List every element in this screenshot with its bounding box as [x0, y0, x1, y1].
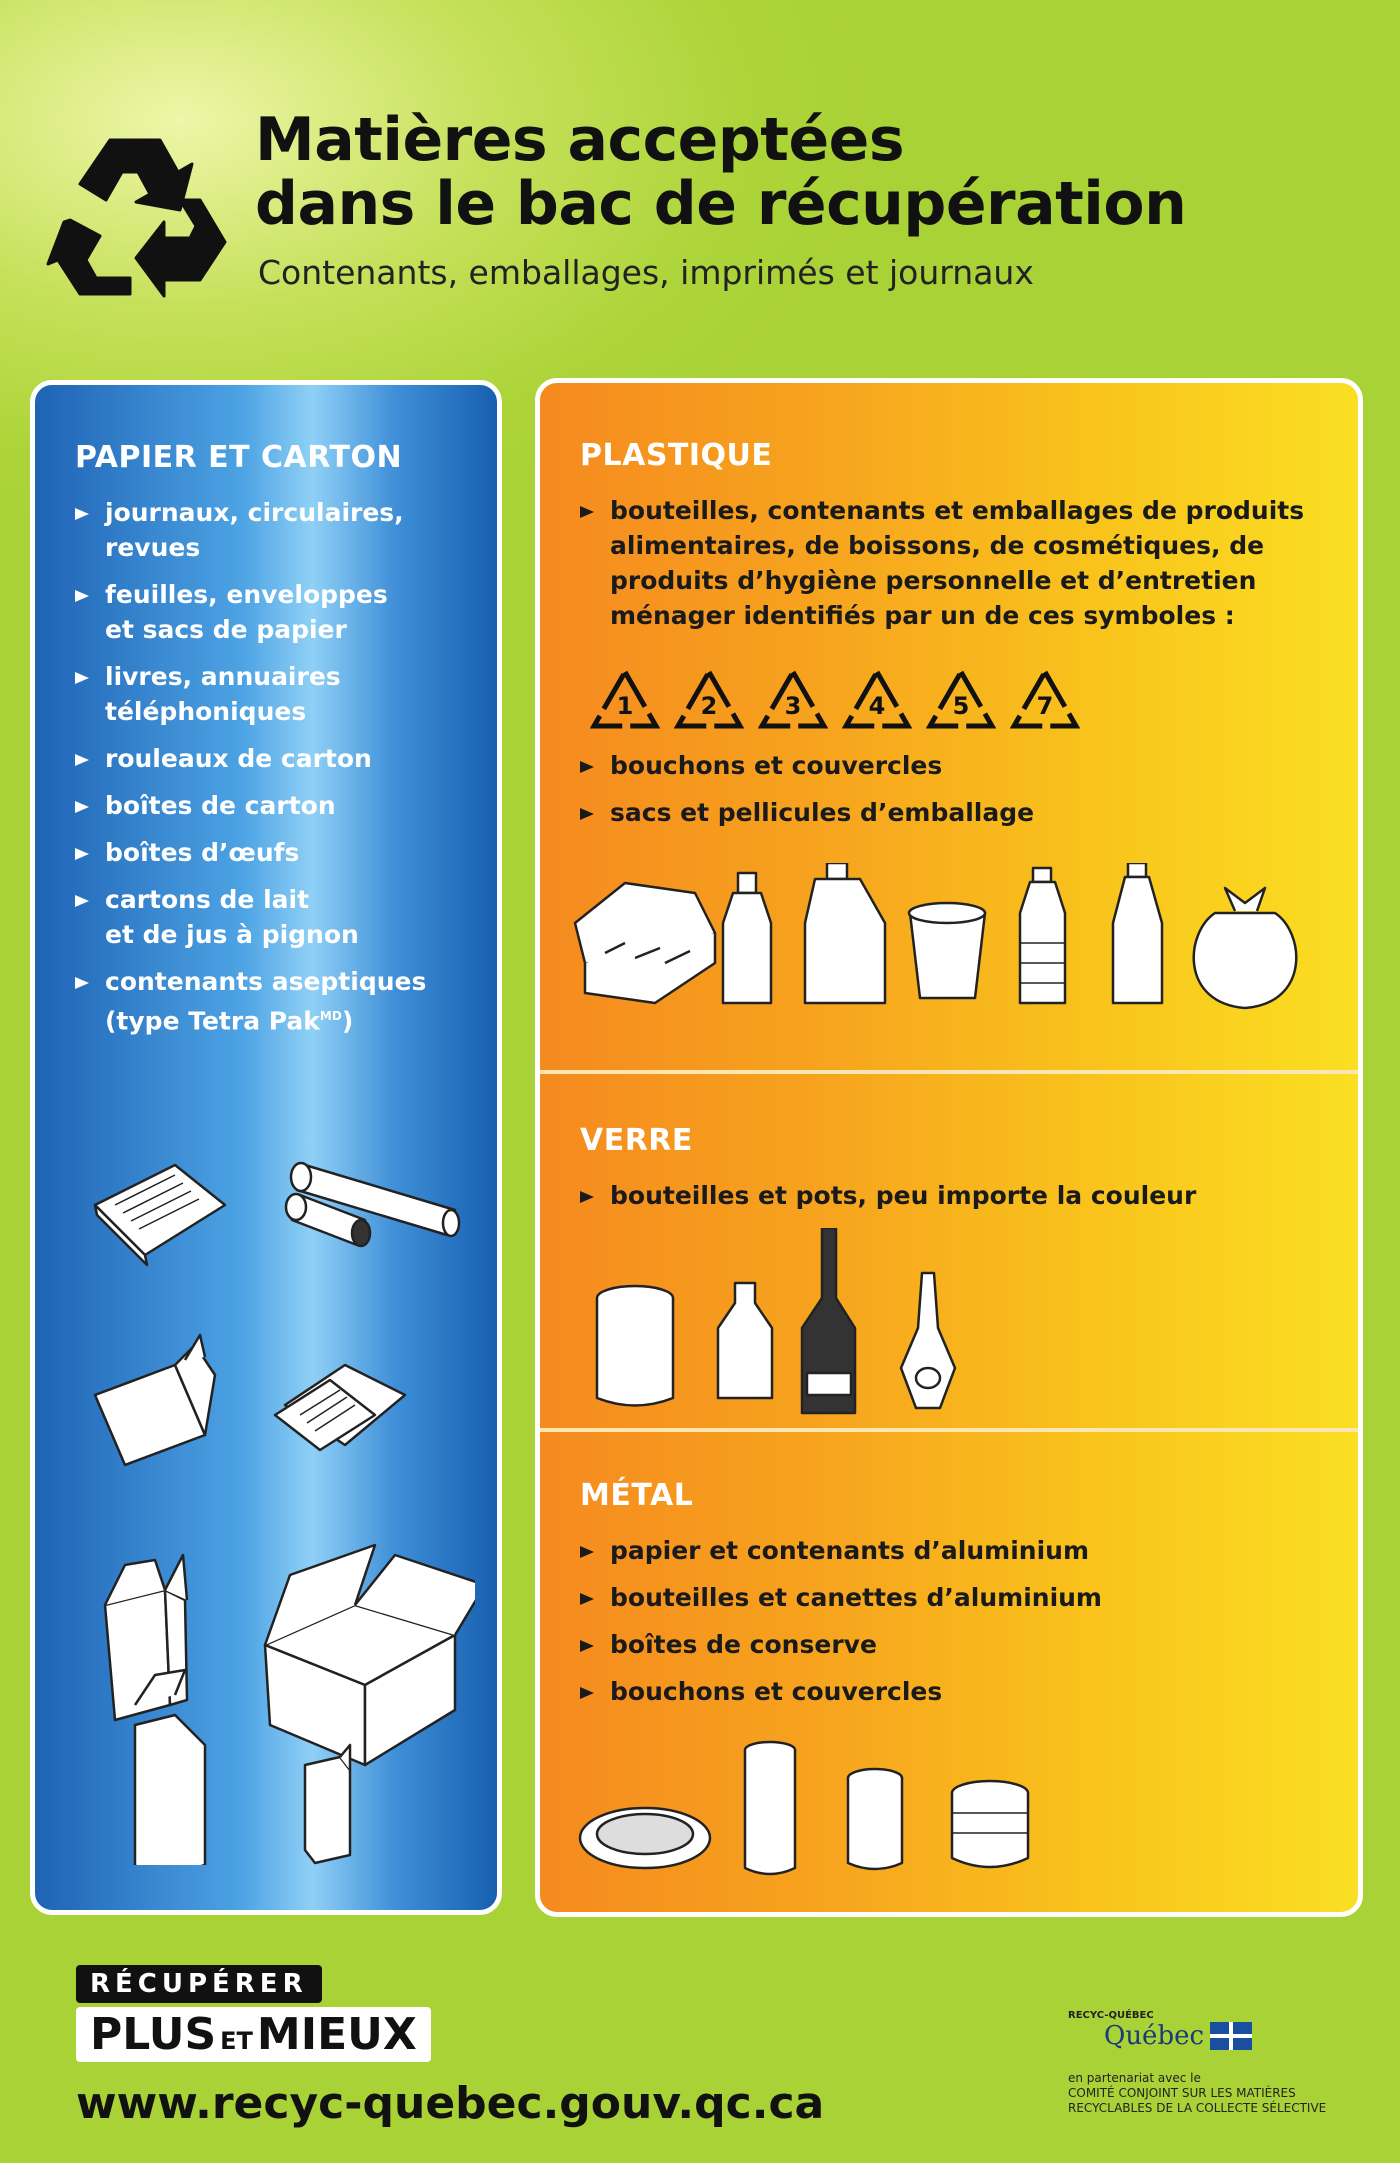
aluminum-pie-plate-icon: [580, 1808, 710, 1868]
plastic-code-number: 1: [616, 692, 634, 720]
list-item-text: contenants aseptiques (type Tetra Pak: [105, 967, 427, 1036]
page-subtitle: Contenants, emballages, imprimés et journaux: [258, 253, 1034, 292]
list-item-text: boîtes de carton: [105, 791, 336, 820]
trademark-sup: MD: [319, 1009, 342, 1023]
list-item-text: bouteilles et canettes d’aluminium: [610, 1583, 1102, 1612]
plastic-code-5: [926, 668, 996, 734]
plastic-code-number: 5: [952, 692, 970, 720]
cardboard-roll-icon: [286, 1163, 459, 1246]
metal-section-title: MÉTAL: [580, 1478, 694, 1513]
list-item-text: boîtes d’œufs: [105, 838, 300, 867]
website-link[interactable]: www.recyc-quebec.gouv.qc.ca: [76, 2078, 825, 2129]
plastic-bag-icon: [1194, 888, 1297, 1008]
brand-bottom-text: [76, 2007, 431, 2062]
page-title: [255, 105, 1187, 239]
list-item-text: rouleaux de carton: [105, 744, 372, 773]
list-item: [75, 659, 495, 729]
shampoo-bottle-icon: [723, 873, 771, 1003]
list-item: [75, 741, 495, 776]
plastic-glass-metal-panel: [535, 378, 1363, 1917]
plastic-code-symbols: [590, 668, 1080, 734]
list-item-text: journaux, circulaires, revues: [105, 498, 404, 562]
yogurt-cup-icon: [909, 903, 985, 998]
plastic-code-3: [758, 668, 828, 734]
brand-logo: [76, 1965, 431, 2062]
list-item: [75, 964, 495, 1038]
list-item: [580, 1580, 1310, 1615]
title-line-1: Matières acceptées: [255, 105, 905, 175]
list-item: [580, 1627, 1310, 1662]
list-item-text: sacs et pellicules d’emballage: [610, 798, 1035, 827]
plastic-list-2: [580, 748, 1310, 842]
tin-can-icon: [952, 1781, 1028, 1867]
list-item: [75, 835, 495, 870]
list-item-text: bouteilles et pots, peu importe la couleur: [610, 1181, 1197, 1210]
partner-line: COMITÉ CONJOINT SUR LES MATIÈRES: [1068, 2086, 1296, 2100]
quebec-wordmark: Québec: [1104, 2021, 1205, 2051]
cardboard-box-icon: [265, 1545, 475, 1765]
plastic-code-2: [674, 668, 744, 734]
list-item-text: ): [341, 1006, 354, 1036]
clamshell-container-icon: [575, 883, 715, 1003]
plastic-code-number: 7: [1036, 692, 1054, 720]
list-item: [580, 1178, 1310, 1213]
recyc-quebec-label: RECYC-QUÉBEC: [1068, 2010, 1154, 2021]
brand-mieux: MIEUX: [256, 2009, 417, 2060]
list-item: [580, 1674, 1310, 1709]
detergent-jug-icon: [805, 863, 885, 1003]
plastic-illustrations: [565, 863, 1345, 1013]
list-item: [75, 495, 495, 565]
soda-can-icon: [848, 1769, 902, 1869]
list-item-text: boîtes de conserve: [610, 1630, 877, 1659]
plastic-list: [580, 493, 1310, 645]
list-item-text: feuilles, enveloppes et sacs de papier: [105, 580, 388, 644]
title-line-2: dans le bac de récupération: [255, 169, 1187, 239]
list-item: [580, 493, 1310, 633]
glass-illustrations: [580, 1228, 1100, 1428]
paper-panel: [30, 380, 502, 1915]
list-item: [75, 882, 495, 952]
plastic-code-1: [590, 668, 660, 734]
list-item-text: papier et contenants d’aluminium: [610, 1536, 1089, 1565]
list-item: [580, 748, 1310, 783]
list-item-text: bouchons et couvercles: [610, 751, 943, 780]
glass-section-title: VERRE: [580, 1123, 693, 1158]
partner-text: [1068, 2071, 1368, 2116]
paper-list: [75, 495, 495, 1050]
plastic-code-7: [1010, 668, 1080, 734]
list-item: [580, 795, 1310, 830]
partner-line: en partenariat avec le: [1068, 2071, 1201, 2085]
juice-box-icon: [305, 1745, 350, 1863]
section-divider: [540, 1428, 1358, 1432]
metal-list: [580, 1533, 1310, 1721]
list-item-text: bouteilles, contenants et emballages de produits alimentaires, de boissons, de cosmétiques, de produits d’hygiène personnelle et d’entretien ménager identifiés par un de ces symboles :: [610, 496, 1305, 630]
aluminum-can-icon: [745, 1742, 795, 1874]
paper-illustrations: [75, 1045, 475, 1865]
partner-line: RECYCLABLES DE LA COLLECTE SÉLECTIVE: [1068, 2101, 1327, 2115]
list-item-text: bouchons et couvercles: [610, 1677, 943, 1706]
water-bottle-icon: [1020, 868, 1065, 1003]
section-divider: [540, 1070, 1358, 1074]
metal-illustrations: [575, 1738, 1135, 1898]
brand-plus: PLUS: [90, 2009, 217, 2060]
wine-bottle-icon: [802, 1228, 855, 1413]
paper-section-title: PAPIER ET CARTON: [75, 440, 403, 475]
paper-sheets-icon: [275, 1365, 405, 1450]
recycle-icon: [40, 110, 240, 310]
milk-bottle-icon: [718, 1283, 772, 1398]
plastic-code-number: 2: [700, 692, 718, 720]
plastic-section-title: PLASTIQUE: [580, 438, 773, 473]
list-item: [75, 788, 495, 823]
brand-top-text: RÉCUPÉRER: [76, 1965, 322, 2003]
list-item-text: cartons de lait et de jus à pignon: [105, 885, 359, 949]
newspaper-icon: [95, 1165, 225, 1265]
plastic-code-number: 3: [784, 692, 802, 720]
plastic-code-number: 4: [868, 692, 886, 720]
paper-bag-icon: [95, 1335, 215, 1465]
list-item-text: livres, annuaires téléphoniques: [105, 662, 341, 726]
list-item: [75, 577, 495, 647]
decorative-bottle-icon: [901, 1273, 955, 1408]
glass-list: [580, 1178, 1310, 1225]
soda-bottle-icon: [1113, 863, 1162, 1003]
government-logo: [1068, 2010, 1368, 2116]
list-item: [580, 1533, 1310, 1568]
plastic-code-4: [842, 668, 912, 734]
quebec-flag-icon: [1210, 2022, 1252, 2050]
glass-jar-icon: [597, 1286, 673, 1406]
brand-et: ET: [220, 2027, 253, 2055]
